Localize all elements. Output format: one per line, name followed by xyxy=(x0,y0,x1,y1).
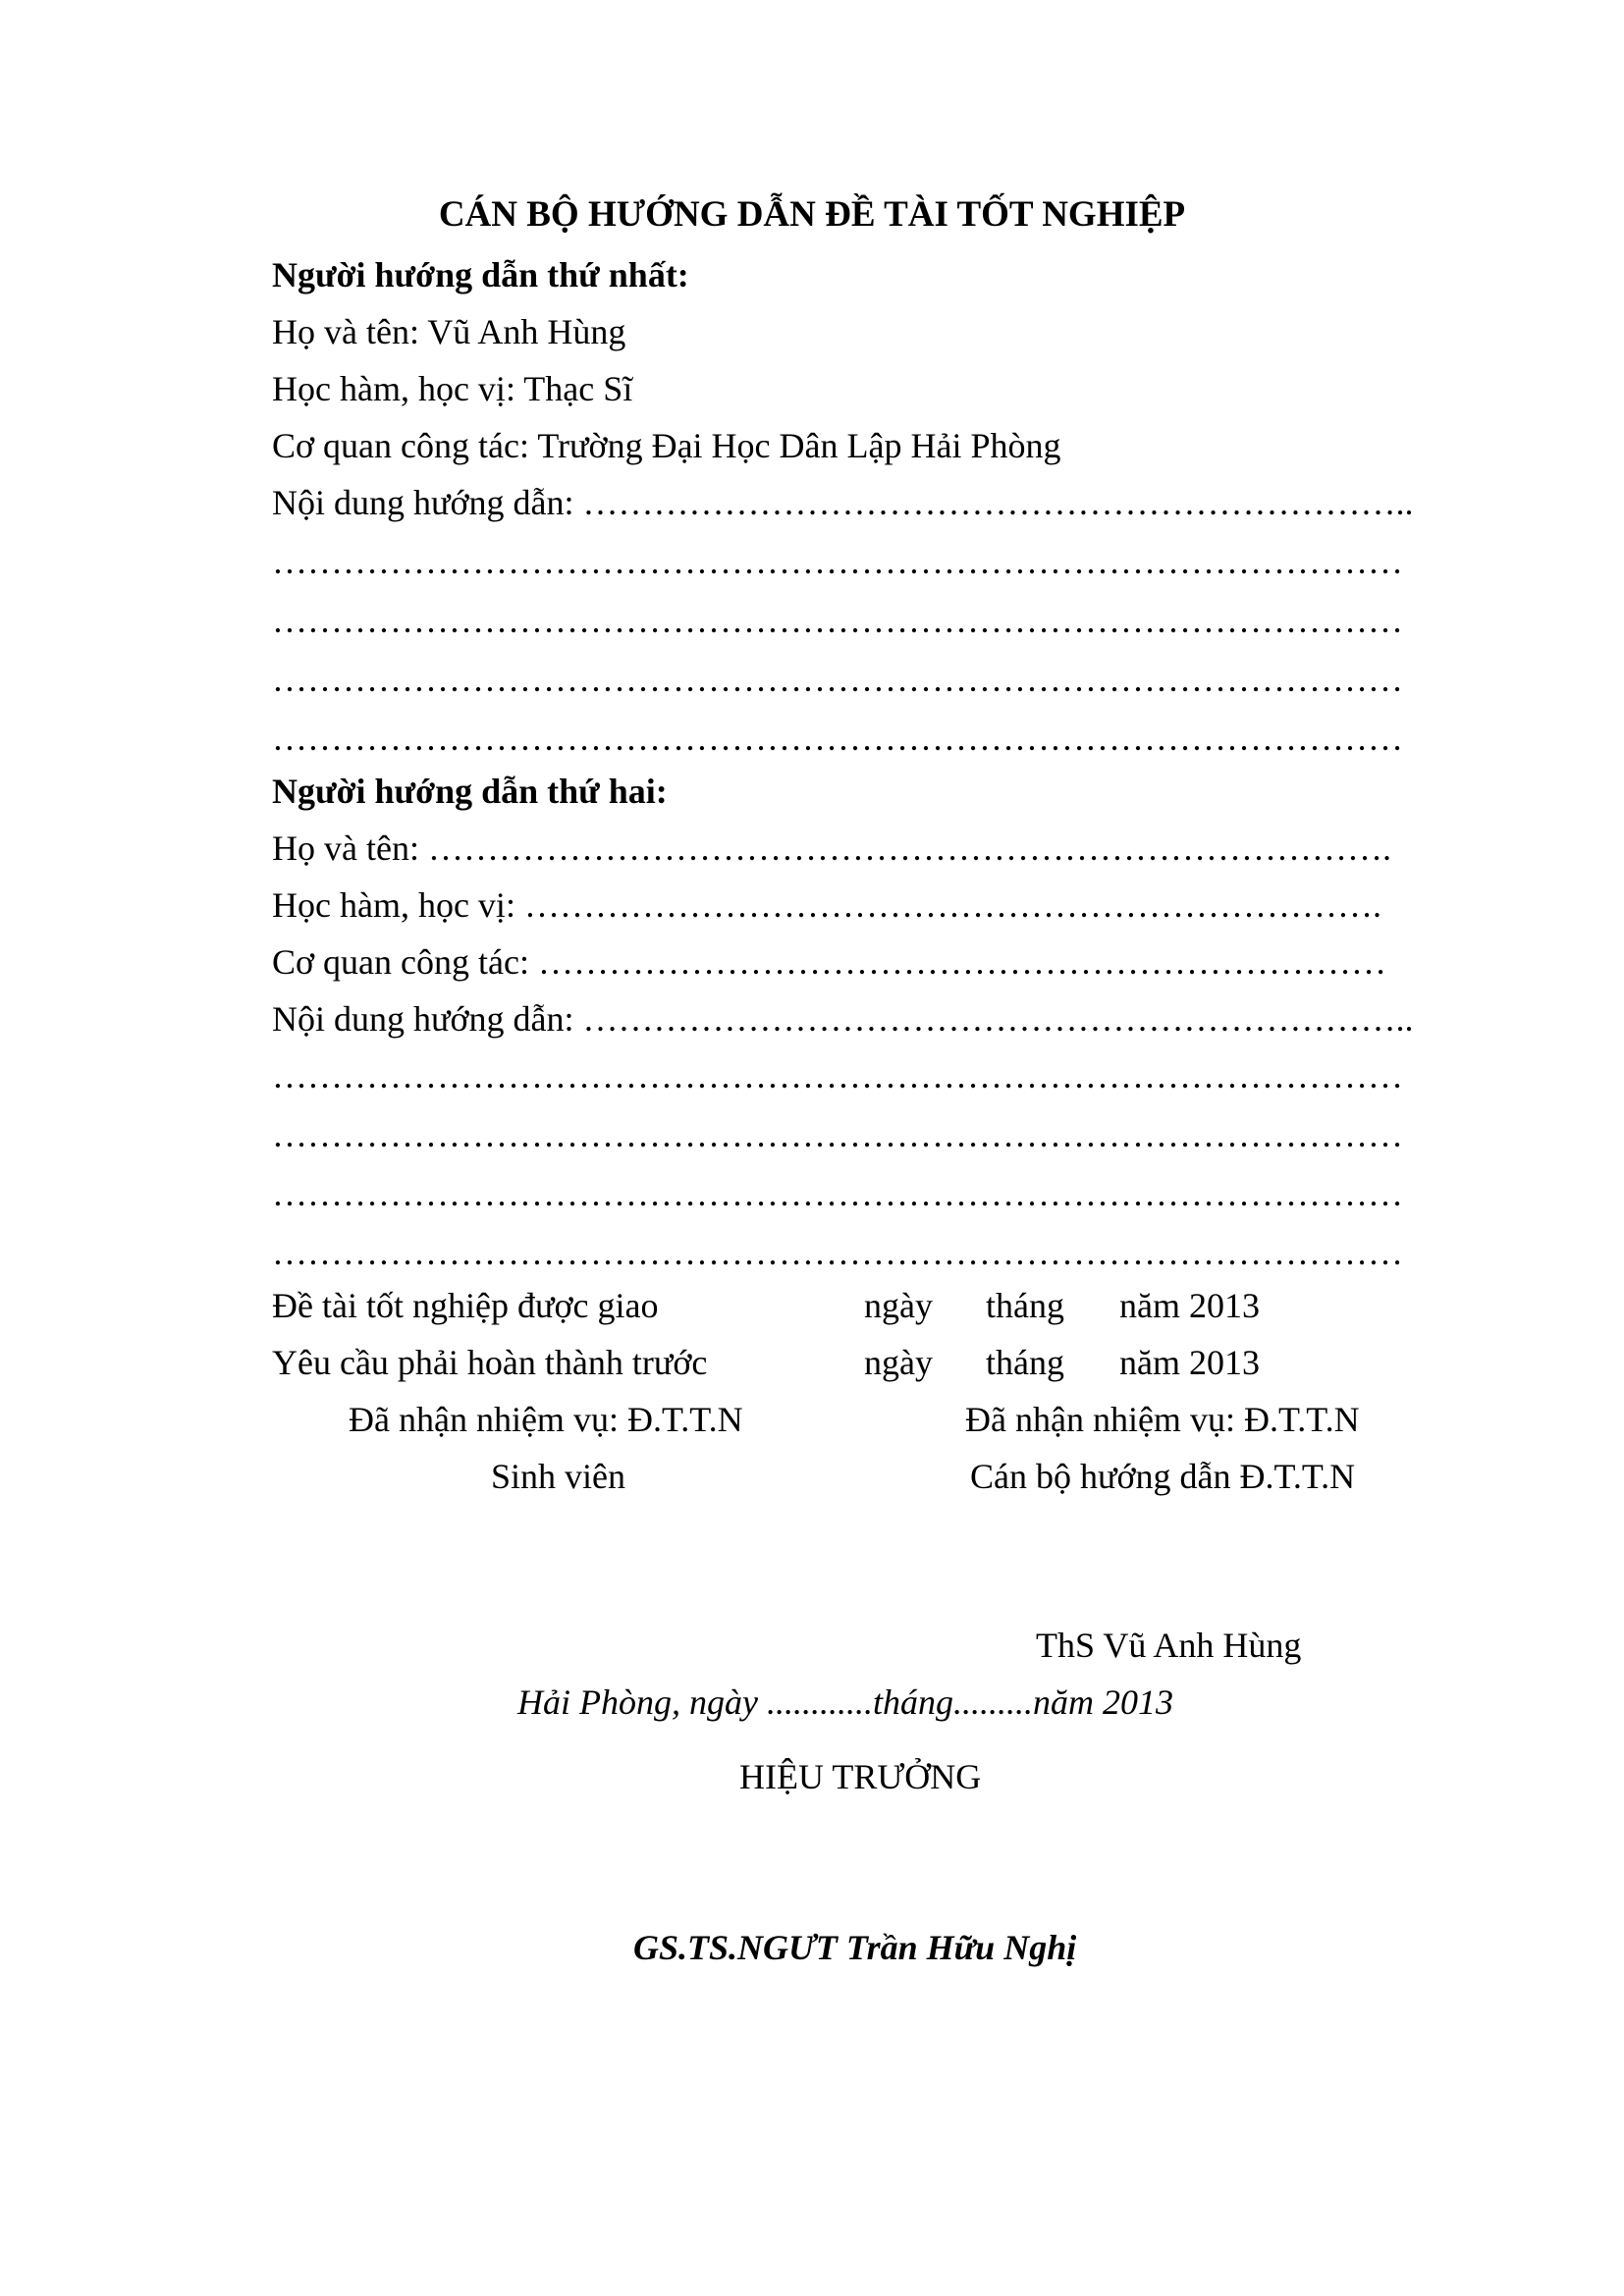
student-role: Sinh viên xyxy=(491,1457,626,1496)
advisor1-degree: Học hàm, học vị: Thạc Sĩ xyxy=(272,369,633,408)
assigned-year: năm 2013 xyxy=(1119,1286,1260,1325)
rector-title: HIỆU TRƯỞNG xyxy=(739,1757,982,1796)
advisor1-workplace: Cơ quan công tác: Trường Đại Học Dân Lập Hải Phòng xyxy=(272,426,1061,465)
student-received: Đã nhận nhiệm vụ: Đ.T.T.N xyxy=(349,1400,743,1439)
advisor2-blank-line: …………………………………………………………………………………… xyxy=(272,1056,1403,1095)
advisor2-workplace: Cơ quan công tác: ……………………………………………………………… xyxy=(272,942,1386,982)
advisor1-blank-line: …………………………………………………………………………………… xyxy=(272,719,1403,758)
advisor2-blank-line: …………………………………………………………………………………… xyxy=(272,1174,1403,1213)
advisor1-blank-line: …………………………………………………………………………………… xyxy=(272,542,1403,581)
assigned-day: ngày xyxy=(864,1286,933,1325)
advisor2-degree: Học hàm, học vị: ………………………………………………………………. xyxy=(272,885,1381,925)
advisor-received: Đã nhận nhiệm vụ: Đ.T.T.N xyxy=(965,1400,1360,1439)
advisor1-content: Nội dung hướng dẫn: …………………………………………………………….. xyxy=(272,483,1414,522)
advisor2-name: Họ và tên: ………………………………………………………………………. xyxy=(272,828,1391,868)
advisor1-blank-line: …………………………………………………………………………………… xyxy=(272,660,1403,699)
place-date: Hải Phòng, ngày ............tháng.........năm 2013 xyxy=(517,1682,1173,1722)
advisor-role: Cán bộ hướng dẫn Đ.T.T.N xyxy=(970,1457,1356,1496)
advisor2-blank-line: …………………………………………………………………………………… xyxy=(272,1233,1403,1272)
due-day: ngày xyxy=(864,1343,933,1382)
advisor-signature-name: ThS Vũ Anh Hùng xyxy=(1036,1626,1302,1665)
advisor1-blank-line: …………………………………………………………………………………… xyxy=(272,601,1403,640)
advisor1-heading: Người hướng dẫn thứ nhất: xyxy=(272,255,689,294)
page-title: CÁN BỘ HƯỚNG DẪN ĐỀ TÀI TỐT NGHIỆP xyxy=(438,194,1186,235)
advisor2-blank-line: …………………………………………………………………………………… xyxy=(272,1115,1403,1154)
due-date-label: Yêu cầu phải hoàn thành trước xyxy=(272,1343,708,1382)
due-year: năm 2013 xyxy=(1119,1343,1260,1382)
advisor1-name: Họ và tên: Vũ Anh Hùng xyxy=(272,312,626,351)
assigned-date-label: Đề tài tốt nghiệp được giao xyxy=(272,1286,659,1325)
advisor2-heading: Người hướng dẫn thứ hai: xyxy=(272,772,668,811)
rector-name: GS.TS.NGƯT Trần Hữu Nghị xyxy=(633,1928,1077,1967)
advisor2-content: Nội dung hướng dẫn: …………………………………………………………….. xyxy=(272,999,1414,1039)
assigned-month: tháng xyxy=(986,1286,1064,1325)
due-month: tháng xyxy=(986,1343,1064,1382)
